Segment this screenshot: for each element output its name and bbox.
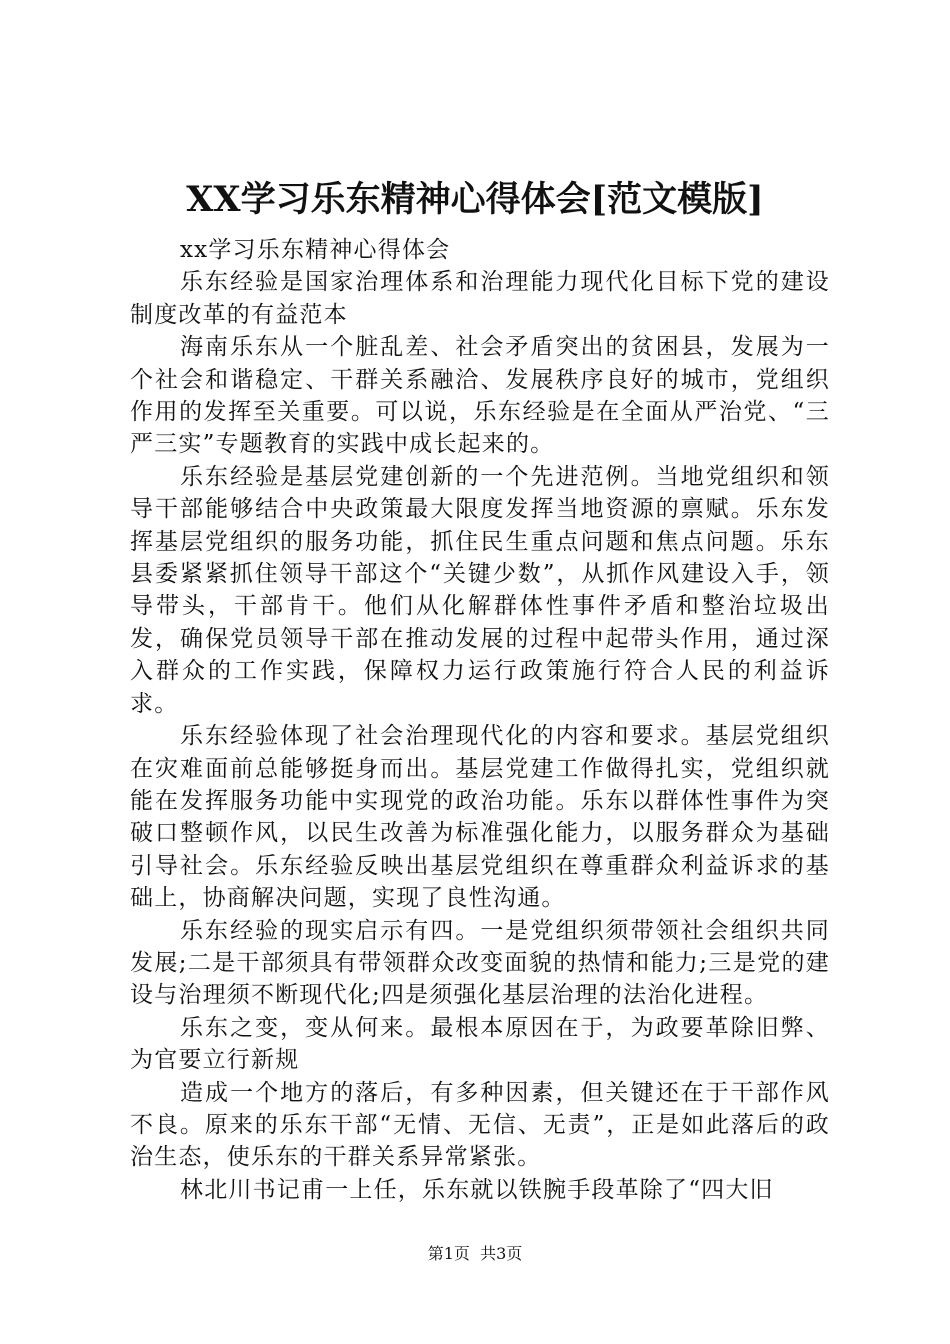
document-title: XX学习乐东精神心得体会[范文模版]	[186, 179, 764, 220]
footer-separator	[470, 1244, 480, 1263]
page-total: 共3页	[480, 1244, 523, 1263]
paragraph: 造成一个地方的落后，有多种因素，但关键还在于干部作风不良。原来的乐东干部“无情、无信、无责”，正是如此落后的政治生态，使乐东的干群关系异常紧张。	[130, 1079, 830, 1171]
paragraph: 乐东经验体现了社会治理现代化的内容和要求。基层党组织在灾难面前总能够挺身而出。基层党建工作做得扎实，党组织就能在发挥服务功能中实现党的政治功能。乐东以群体性事件为突破口整顿作风，以民生改善为标准强化能力，以服务群众为基础引导社会。乐东经验反映出基层党组织在尊重群众利益诉求的基础上，协商解决问题，实现了良性沟通。	[130, 723, 830, 912]
paragraph: 乐东经验是基层党建创新的一个先进范例。当地党组织和领导干部能够结合中央政策最大限度发挥当地资源的禀赋。乐东发挥基层党组织的服务功能，抓住民生重点问题和焦点问题。乐东县委紧紧抓住领导干部这个“关键少数”，从抓作风建设入手，领导带头，干部肯干。他们从化解群体性事件矛盾和整治垃圾出发，确保党员领导干部在推动发展的过程中起带头作用，通过深入群众的工作实践，保障权力运行政策施行符合人民的利益诉求。	[130, 463, 830, 717]
page-footer	[0, 1243, 950, 1265]
document-body	[130, 234, 830, 1206]
paragraph: 海南乐东从一个脏乱差、社会矛盾突出的贫困县，发展为一个社会和谐稳定、干群关系融洽、发展秩序良好的城市，党组织作用的发挥至关重要。可以说，乐东经验是在全面从严治党、“三严三实”专题教育的实践中成长起来的。	[130, 334, 830, 458]
paragraph: 乐东之变，变从何来。最根本原因在于，为政要革除旧弊、为官要立行新规	[130, 1014, 830, 1074]
paragraph: 乐东经验的现实启示有四。一是党组织须带领社会组织共同发展;二是干部须具有带领群众改变面貌的热情和能力;三是党的建设与治理须不断现代化;四是须强化基层治理的法治化进程。	[130, 917, 830, 1009]
paragraph: 乐东经验是国家治理体系和治理能力现代化目标下党的建设制度改革的有益范本	[130, 269, 830, 328]
paragraph: 林北川书记甫一上任，乐东就以铁腕手段革除了“四大旧	[180, 1176, 774, 1203]
paragraph: xx学习乐东精神心得体会	[180, 237, 451, 263]
page-number: 第1页	[427, 1244, 470, 1263]
